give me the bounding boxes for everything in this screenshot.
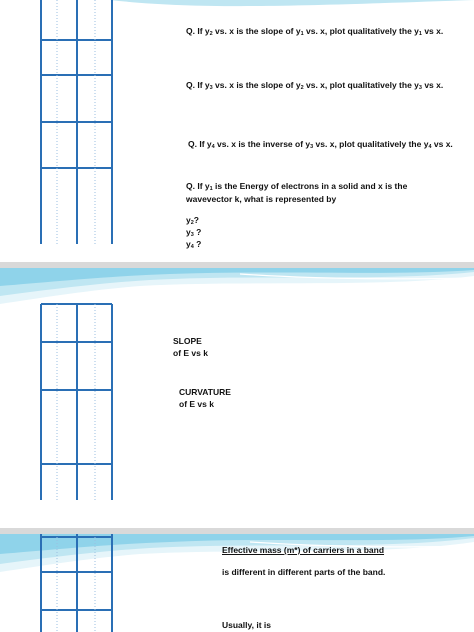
slope-label: SLOPE of E vs k [173,336,208,358]
answer-y4: $y_4$ ? [186,239,202,250]
curvature-label: CURVATURE of E vs k [179,387,231,409]
question-2: Q. If $y_3$ vs. x is the slope of $y_2$ vs. x, plot qualitatively the $y_3$ vs x. [186,80,444,91]
effective-mass-line-2: is different in different parts of the band. [222,567,386,577]
slide-1 [0,0,474,262]
grid-decoration [0,0,120,262]
answer-y2: $y_2$? [186,215,199,226]
slide-3 [0,534,474,632]
slide-2 [0,268,474,528]
answer-list [186,214,201,250]
effective-mass-line-3: Usually, it is [222,620,271,630]
answer-y3: $y_3$ ? [186,227,202,238]
question-4: Q. If $y_1$ is the Energy of electrons in a solid and x is the wavevector k, what is represented by [186,181,408,204]
question-1: Q. If $y_2$ vs. x is the slope of $y_1$ vs. x, plot qualitatively the $y_1$ vs x. [186,26,444,37]
grid-decoration [0,268,120,528]
grid-decoration [0,534,120,632]
question-3: Q. If $y_4$ vs. x is the inverse of $y_3$ vs. x, plot qualitatively the $y_4$ vs x. [188,139,453,150]
effective-mass-line-1: Effective mass (m*) of carriers in a band [222,545,385,555]
